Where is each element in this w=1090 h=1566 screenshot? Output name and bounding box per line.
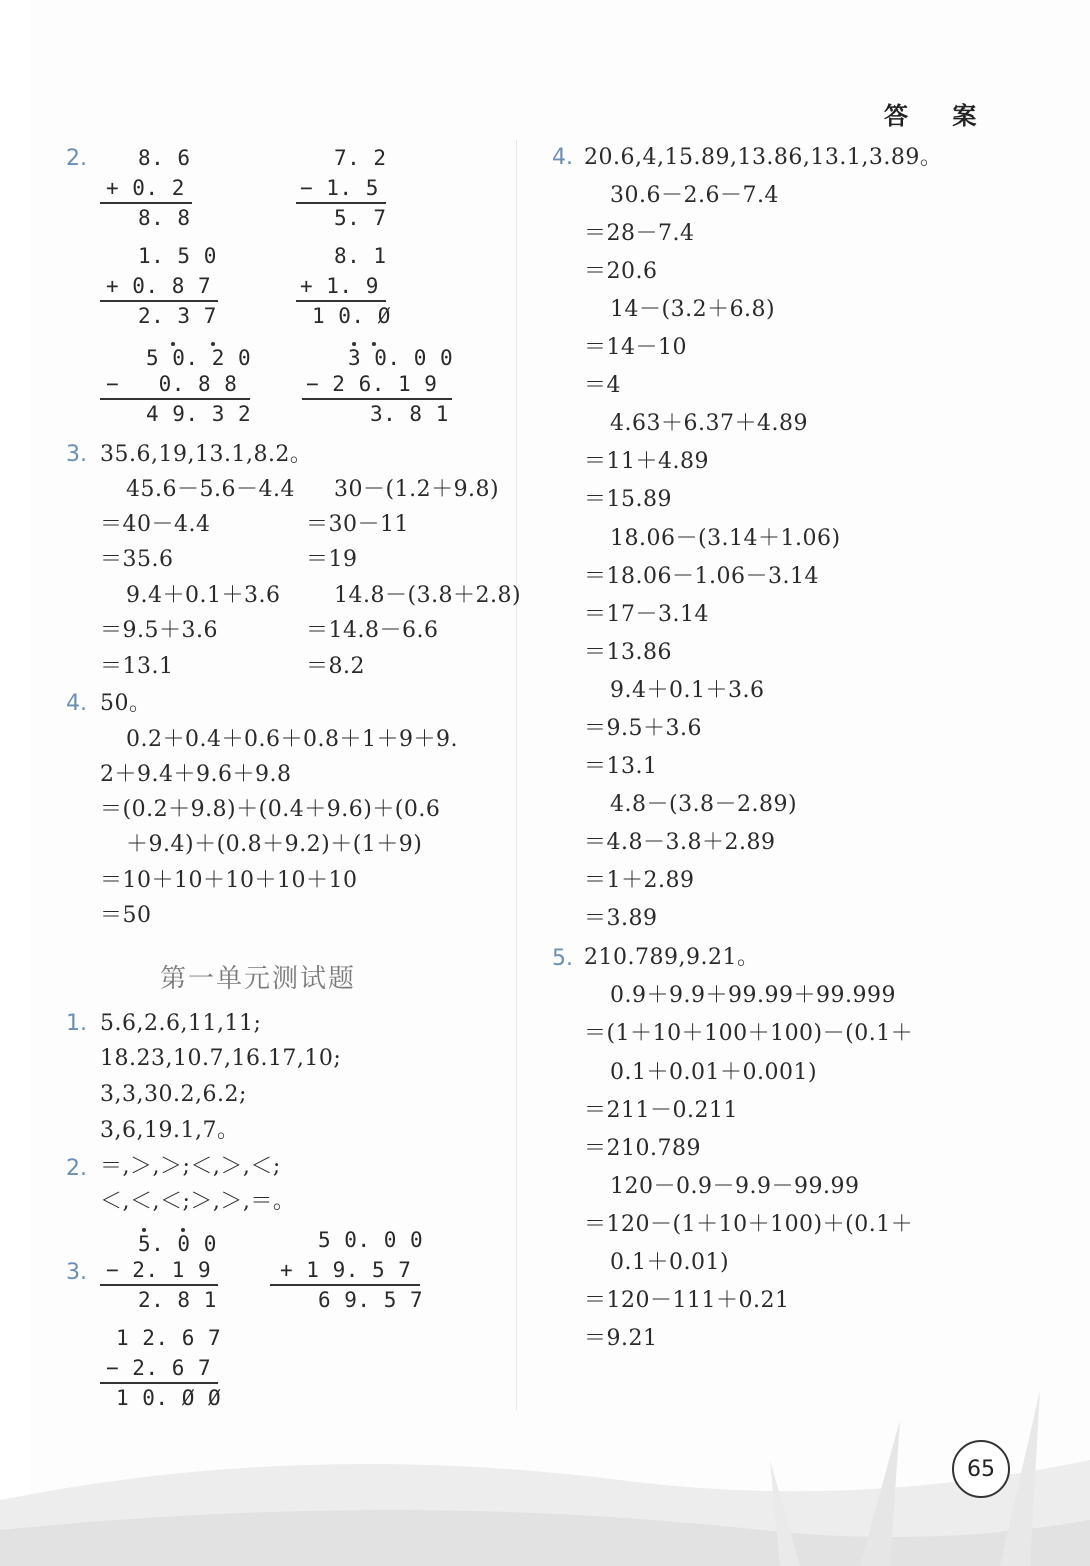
decorative-landscape xyxy=(0,1380,1090,1566)
q3-label: 3. xyxy=(66,442,87,467)
t2-line: ＜,＜,＜;＞,＞,＝。 xyxy=(100,1189,296,1214)
q4-line: 0.2＋0.4＋0.6＋0.8＋1＋9＋9. xyxy=(126,727,458,752)
q3-colB-line: ＝14.8－6.6 xyxy=(306,618,439,643)
rq4-line: 14－(3.2＋6.8) xyxy=(610,297,776,322)
q3-colB-line: ＝19 xyxy=(306,547,358,572)
rq5-line: 0.9＋9.9＋99.99＋99.999 xyxy=(610,983,896,1008)
column-divider xyxy=(516,140,517,1410)
rq4-line: ＝13.1 xyxy=(584,754,658,779)
rq5-line: ＝120－111＋0.21 xyxy=(584,1288,790,1313)
q4-line: ＝10＋10＋10＋10＋10 xyxy=(100,868,358,893)
rq5-line: ＝211－0.211 xyxy=(584,1098,738,1123)
q3-colB-line: 14.8－(3.8＋2.8) xyxy=(334,583,522,608)
q3-colA-line: ＝13.1 xyxy=(100,654,174,679)
page-number: 65 xyxy=(952,1440,1010,1498)
rq4-line: ＝14－10 xyxy=(584,335,687,360)
q2-label: 2. xyxy=(66,146,87,171)
q3-colB-line: ＝8.2 xyxy=(306,654,365,679)
q4-line: ＝(0.2＋9.8)＋(0.4＋9.6)＋(0.6 xyxy=(100,797,441,822)
q4-label: 4. xyxy=(66,691,87,716)
rq4-answer: 20.6,4,15.89,13.86,13.1,3.89。 xyxy=(584,145,943,170)
rq5-line: ＝210.789 xyxy=(584,1136,701,1161)
rq4-line: 4.8－(3.8－2.89) xyxy=(610,792,798,817)
rq5-line: 120－0.9－9.9－99.99 xyxy=(610,1174,860,1199)
rq4-line: ＝15.89 xyxy=(584,487,672,512)
rq4-line: ＝3.89 xyxy=(584,906,658,931)
rq4-line: ＝4 xyxy=(584,373,621,398)
answer-header: 答 案 xyxy=(884,102,995,130)
rq4-line: ＝13.86 xyxy=(584,640,672,665)
rq4-label: 4. xyxy=(552,145,573,170)
q4-line: 2＋9.4＋9.6＋9.8 xyxy=(100,762,292,787)
t2-label: 2. xyxy=(66,1156,87,1181)
rq4-line: 30.6－2.6－7.4 xyxy=(610,183,779,208)
q3-colA-line: ＝9.5＋3.6 xyxy=(100,618,218,643)
rq4-line: 18.06－(3.14＋1.06) xyxy=(610,526,841,551)
q4-line: ＝50 xyxy=(100,903,152,928)
q3-colA-line: 9.4＋0.1＋3.6 xyxy=(126,583,281,608)
t1-line: 5.6,2.6,11,11; xyxy=(100,1011,262,1036)
q3-colA-line: ＝35.6 xyxy=(100,547,174,572)
q3-colA-line: 45.6－5.6－4.4 xyxy=(126,477,295,502)
q3-colB-line: 30－(1.2＋9.8) xyxy=(334,477,500,502)
rq4-line: ＝4.8－3.8＋2.89 xyxy=(584,830,776,855)
rq4-line: ＝18.06－1.06－3.14 xyxy=(584,564,819,589)
rq5-line: 0.1＋0.01＋0.001) xyxy=(610,1060,818,1085)
rq5-line: ＝120－(1＋10＋100)＋(0.1＋ xyxy=(584,1212,914,1237)
rq5-line: ＝(1＋10＋100＋100)－(0.1＋ xyxy=(584,1021,914,1046)
q3-colA-line: ＝40－4.4 xyxy=(100,512,211,537)
rq5-label: 5. xyxy=(552,946,573,971)
q3-colB-line: ＝30－11 xyxy=(306,512,409,537)
q3-answer: 35.6,19,13.1,8.2。 xyxy=(100,442,313,467)
rq4-line: 4.63＋6.37＋4.89 xyxy=(610,411,808,436)
rq4-line: ＝11＋4.89 xyxy=(584,449,709,474)
t1-label: 1. xyxy=(66,1011,87,1036)
t1-line: 3,6,19.1,7。 xyxy=(100,1118,240,1143)
t1-line: 18.23,10.7,16.17,10; xyxy=(100,1046,342,1071)
rq5-answer: 210.789,9.21。 xyxy=(584,945,760,970)
q4-answer: 50。 xyxy=(100,691,152,716)
rq4-line: ＝28－7.4 xyxy=(584,221,695,246)
t1-line: 3,3,30.2,6.2; xyxy=(100,1082,247,1107)
rq5-line: 0.1＋0.01) xyxy=(610,1250,730,1275)
rq4-line: ＝9.5＋3.6 xyxy=(584,716,702,741)
rq4-line: ＝20.6 xyxy=(584,259,658,284)
rq5-line: ＝9.21 xyxy=(584,1326,658,1351)
rq4-line: ＝1＋2.89 xyxy=(584,868,695,893)
section-title: 第一单元测试题 xyxy=(160,964,357,994)
t3-label: 3. xyxy=(66,1260,87,1285)
t2-line: ＝,＞,＞;＜,＞,＜; xyxy=(100,1154,281,1179)
q4-line: ＋9.4)＋(0.8＋9.2)＋(1＋9) xyxy=(126,832,423,857)
rq4-line: 9.4＋0.1＋3.6 xyxy=(610,678,765,703)
rq4-line: ＝17－3.14 xyxy=(584,602,709,627)
